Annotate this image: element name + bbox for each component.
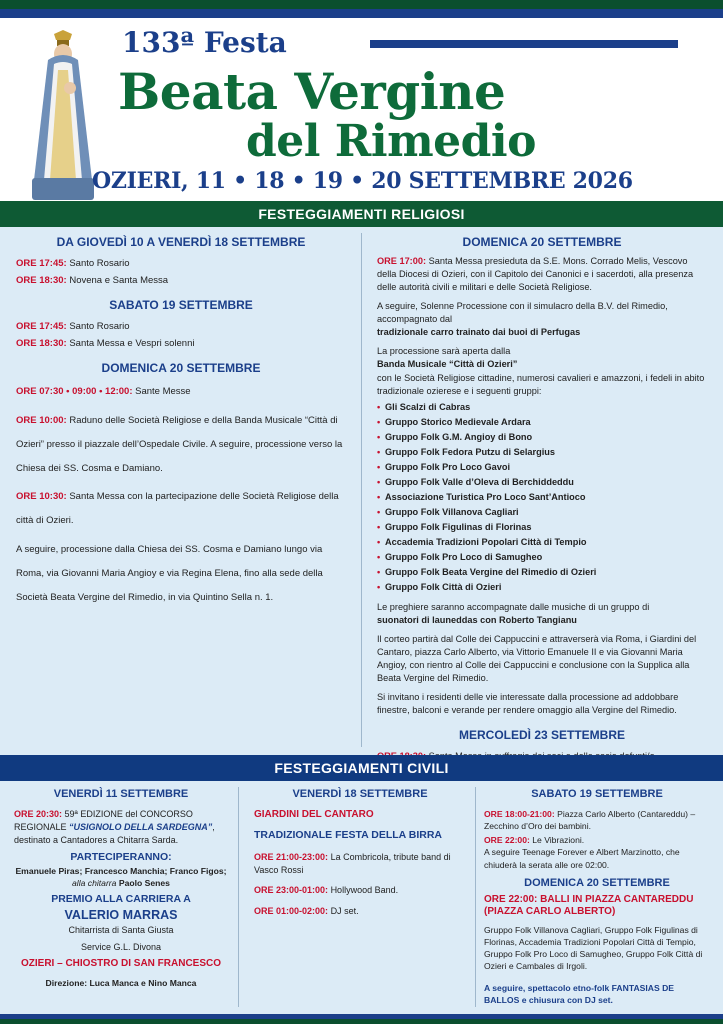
closing-note: A seguire, spettacolo etno-folk FANTASIAS DE BALLOS e chiusura con DJ set.	[484, 983, 675, 1006]
header-blue-rule	[370, 40, 678, 48]
schedule-paragraph: ORE 17:00: Santa Messa presieduta da S.E. Mons. Corrado Melis, Vescovo della Diocesi di Ozieri, con il Capitolo dei Canonici e i sacerdoti, alla presenza delle autorità civili e militari e delle Società Religiose.	[377, 256, 694, 293]
schedule-row: ORE 18:30: Novena e Santa Messa	[16, 274, 169, 286]
list-item: • Gruppo Folk Beata Vergine del Rimedio di Ozieri	[377, 565, 707, 580]
religiosi-band: FESTEGGIAMENTI RELIGIOSI	[0, 201, 723, 227]
schedule-row: ORE 17:45: Santo Rosario	[16, 321, 130, 333]
list-item: • Associazione Turistica Pro Loco Sant’Antioco	[377, 490, 707, 505]
civili-divider	[238, 787, 239, 1007]
list-item: • Gruppo Folk G.M. Angioy di Bono	[377, 430, 707, 445]
singers-list: Emanuele Piras; Francesco Manchia; Franco Figos;	[15, 865, 227, 876]
section-heading: SABATO 19 SETTEMBRE	[531, 788, 663, 800]
festa-edition: 133ª Festa	[122, 26, 287, 59]
civili-divider	[475, 787, 476, 1007]
list-item: • Gruppo Folk Valle d’Oleva di Berchiddeddu	[377, 475, 707, 490]
schedule-row: ORE 23:00-01:00: Hollywood Band.	[254, 885, 399, 896]
list-item: • Gruppo Folk Villanova Cagliari	[377, 505, 707, 520]
list-item: • Gli Scalzi di Cabras	[377, 400, 707, 415]
title-line1: Beata Vergine	[118, 62, 506, 121]
service-credit: Service G.L. Divona	[80, 941, 162, 952]
event-title: TRADIZIONALE FESTA DELLA BIRRA	[254, 829, 443, 842]
event-description: Gruppo Folk Villanova Cagliari, Gruppo Folk Figulinas di Florinas, Accademia Tradizioni Popolari Città di Tempio, Gruppo Folk Pro Loco di Samugheo, Gruppo Folk Città di Ozieri e Cambales di Irgoli.	[484, 924, 703, 972]
section-heading: VENERDÌ 11 SETTEMBRE	[53, 788, 189, 800]
list-item: • Gruppo Folk Città di Ozieri	[377, 580, 707, 595]
event-title: ORE 22:00: BALLI IN PIAZZA CANTAREDDU (PIAZZA CARLO ALBERTO)	[484, 893, 694, 918]
venue: GIARDINI DEL CANTARO	[254, 809, 374, 821]
event-description: ORE 20:30: 59ª EDIZIONE del CONCORSO REGIONALE “USIGNOLO DELLA SARDEGNA”, destinato a Cantadores a Chitarra Sarda.	[14, 809, 215, 845]
participants-heading: PARTECIPERANNO:	[70, 851, 172, 864]
civili-band: FESTEGGIAMENTI CIVILI	[0, 755, 723, 781]
schedule-row: ORE 18:30: Santa Messa e Vespri solenni	[16, 337, 195, 349]
schedule-row: ORE 07:30 • 09:00 • 12:00: Sante Messe	[16, 386, 191, 398]
title-line2: del Rimedio	[246, 116, 536, 167]
section-heading: SABATO 19 SETTEMBRE	[109, 298, 253, 312]
civili-column-3	[484, 781, 710, 1006]
schedule-paragraph: A seguire, processione dalla Chiesa dei SS. Cosma e Damiano lungo via Roma, via Giovanni Maria Angioy e via Regina Elena, fino alla sede della Società Beata Vergine del Rimedio, in via Quintino Sella n. 1.	[16, 543, 323, 604]
section-heading: VENERDÌ 18 SETTEMBRE	[292, 788, 428, 800]
schedule-paragraph: Si invitano i residenti delle vie interessate dalla processione ad addobbare finestre, balconi e verande per rendere omaggio alla Vergine del Rimedio.	[377, 692, 679, 716]
schedule-row: ORE 22:00: Le Vibrazioni.	[484, 835, 585, 846]
award-heading: PREMIO ALLA CARRIERA A	[51, 892, 191, 905]
civili-column-1	[14, 781, 228, 989]
venue: OZIERI – CHIOSTRO DI SAN FRANCESCO	[20, 958, 221, 970]
list-item: • Gruppo Storico Medievale Ardara	[377, 415, 707, 430]
procession-groups-list	[377, 400, 707, 595]
religiosi-panel	[0, 227, 723, 755]
list-item: • Gruppo Folk Figulinas di Florinas	[377, 520, 707, 535]
top-stripe	[0, 0, 723, 18]
religiosi-divider	[361, 233, 362, 747]
schedule-paragraph: La processione sarà aperta dalla Banda Musicale “Città di Ozieri” con le Società Religiose cittadine, numerosi cavalieri e amazzoni, i fedeli in abito tradizionale ozierese e i seguenti gruppi:	[377, 346, 705, 396]
schedule-paragraph: ORE 10:30: Santa Messa con la partecipazione delle Società Religiose della città di Ozieri.	[16, 491, 339, 527]
award-winner: VALERIO MARRAS	[64, 907, 178, 922]
direction-credit: Direzione: Luca Manca e Nino Manca	[45, 978, 197, 989]
schedule-row: ORE 18:00-21:00: Piazza Carlo Alberto (Cantareddu) – Zecchino d’Oro dei bambini.	[484, 809, 696, 832]
bottom-stripe	[0, 1014, 723, 1024]
section-heading: DOMENICA 20 SETTEMBRE	[101, 361, 261, 375]
section-heading: DOMENICA 20 SETTEMBRE	[462, 235, 622, 249]
guitar-credit: alla chitarra Paolo Senes	[72, 877, 170, 888]
section-heading: MERCOLEDÌ 23 SETTEMBRE	[458, 728, 626, 743]
schedule-paragraph: Il corteo partirà dal Colle dei Cappuccini e attraverserà via Roma, i Giardini del Cantaro, piazza Carlo Alberto, via Vittorio Emanuele II e via Giovanni Maria Angioy, con rientro al Colle dei Cappuccini e conclusione con la Supplica alla Beata Vergine del Rimedio.	[377, 633, 697, 683]
list-item: • Accademia Tradizioni Popolari Città di Tempio	[377, 535, 707, 550]
list-item: • Gruppo Folk Fedora Putzu di Selargius	[377, 445, 707, 460]
section-heading: DOMENICA 20 SETTEMBRE	[524, 876, 670, 889]
festival-dates: OZIERI, 11 • 18 • 19 • 20 SETTEMBRE 2026	[92, 168, 633, 194]
schedule-row: ORE 21:00-23:00: La Combricola, tribute band di Vasco Rossi	[254, 852, 451, 875]
poster-header	[0, 18, 723, 200]
schedule-paragraph: A seguire, Solenne Processione con il simulacro della B.V. del Rimedio, accompagnato dal tradizionale carro trainato dai buoi di Perfugas	[377, 301, 668, 338]
schedule-paragraph: ORE 10:00: Raduno delle Società Religiose e della Banda Musicale “Città di Ozieri” presso il piazzale dell’Ospedale Civile. A seguire, processione verso la Chiesa dei SS. Cosma e Damiano.	[16, 414, 343, 474]
schedule-row: ORE 01:00-02:00: DJ set.	[254, 905, 359, 916]
civili-panel	[0, 781, 723, 1014]
winner-role: Chitarrista di Santa Giusta	[68, 925, 174, 936]
schedule-paragraph: Le preghiere saranno accompagnate dalle musiche di un gruppo di suonatori di launeddas con Roberto Tangianu	[377, 601, 650, 625]
schedule-row: ORE 17:45: Santo Rosario	[16, 258, 130, 270]
schedule-note: A seguire Teenage Forever e Albert Marzinotto, che chiuderà la serata alle ore 02:00.	[484, 847, 680, 870]
religiosi-right-column	[377, 229, 707, 769]
section-heading: DA GIOVEDÌ 10 A VENERDÌ 18 SETTEMBRE	[56, 235, 306, 249]
religiosi-left-column	[16, 229, 346, 614]
list-item: • Gruppo Folk Pro Loco Gavoi	[377, 460, 707, 475]
civili-column-2	[254, 781, 466, 917]
list-item: • Gruppo Folk Pro Loco di Samugheo	[377, 550, 707, 565]
